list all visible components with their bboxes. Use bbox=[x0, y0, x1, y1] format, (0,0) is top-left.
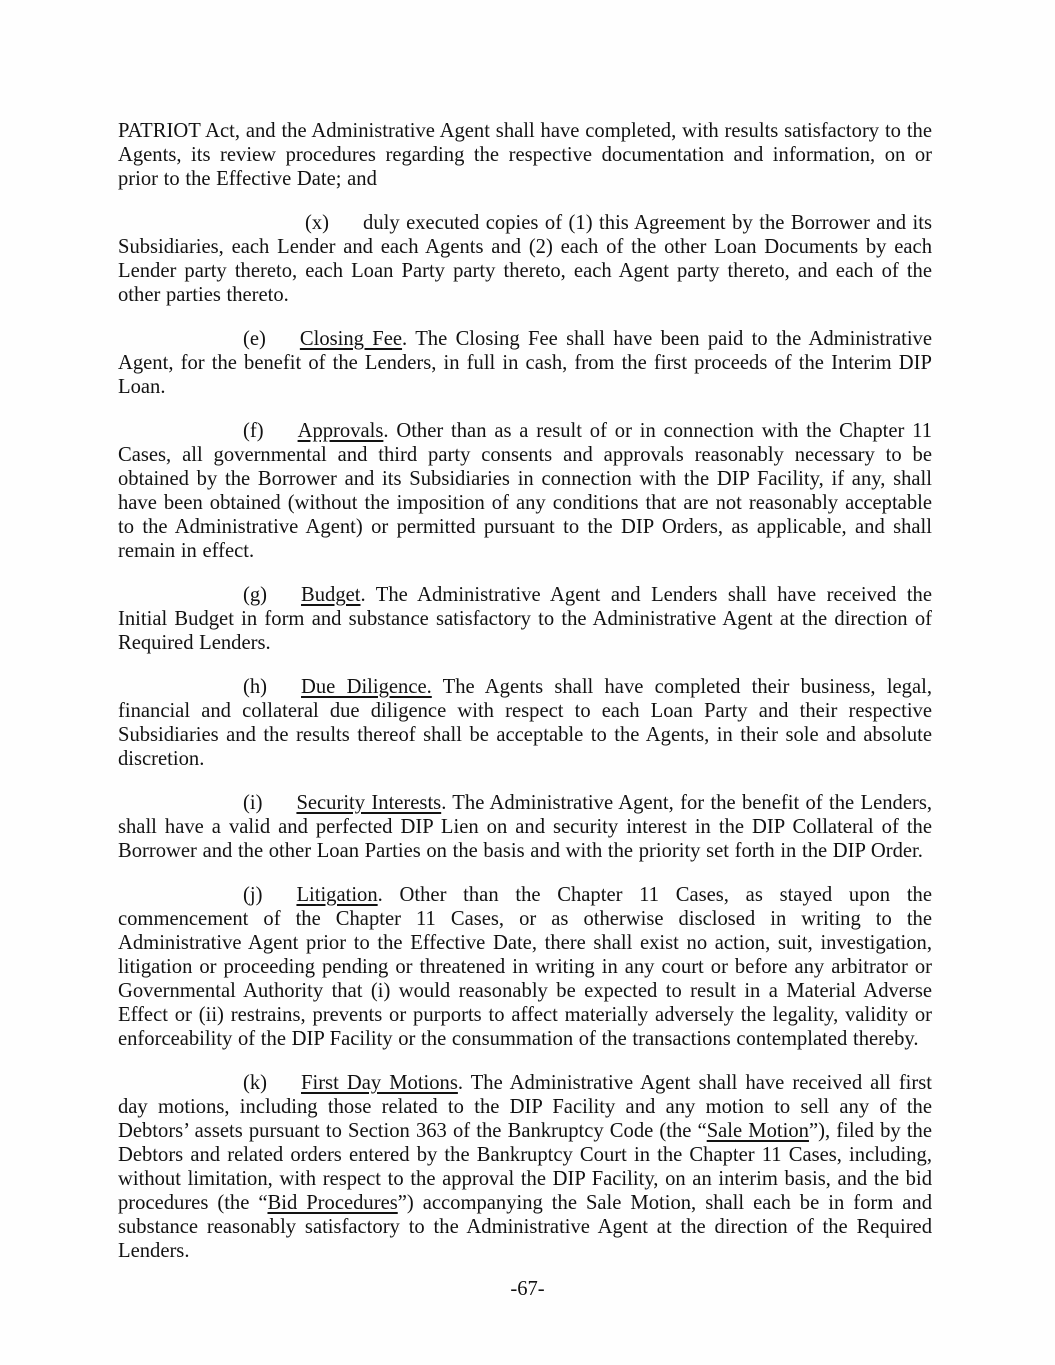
text-run: . The Closing Fee shall have been paid to the Administrative Agent, for the benefit of the Lenders, in full in cash, from the first proceeds of the Interim DIP Loan. bbox=[118, 328, 932, 398]
underlined-term: Closing Fee bbox=[299, 328, 403, 350]
paragraph-x bbox=[118, 211, 932, 307]
underlined-term: Due Diligence. bbox=[301, 676, 432, 698]
text-run: ”), filed by the Debtors and related orders entered by the Bankruptcy Court in the Chapter 11 Cases, including, without limitation, with respect to the approval the DIP Facility, on an interim basis, and the bid procedures (the “ bbox=[118, 1120, 932, 1214]
paragraph-continuation bbox=[118, 119, 932, 191]
text-run: . The Administrative Agent, for the benefit of the Lenders, shall have a valid and perfected DIP Lien on and security interest in the DIP Collateral of the Borrower and the other Loan Parties on the basis and with the priority set forth in the DIP Order. bbox=[118, 792, 932, 862]
tab-space bbox=[267, 583, 301, 607]
text-run: (k) bbox=[243, 1072, 268, 1094]
tab-space bbox=[267, 675, 301, 699]
paragraph-g-budget bbox=[118, 583, 932, 655]
text-run: (i) bbox=[243, 792, 263, 814]
page-number: -67- bbox=[510, 1278, 545, 1300]
text-run: The Agents shall have completed their business, legal, financial and collateral due diligence with respect to each Loan Party and their respective Subsidiaries and the results thereof shall be acceptable to the Agents, in their sole and absolute discretion. bbox=[118, 676, 932, 770]
paragraph-k-first-day-motions bbox=[118, 1071, 932, 1263]
text-run: (g) bbox=[243, 584, 268, 606]
underlined-term: Approvals bbox=[297, 420, 384, 442]
text-run: (j) bbox=[243, 884, 263, 906]
tab-space bbox=[266, 327, 300, 351]
tab-space bbox=[262, 883, 296, 907]
text-run: (e) bbox=[243, 328, 266, 350]
tab-space bbox=[262, 791, 296, 815]
text-run: (f) bbox=[243, 420, 264, 442]
paragraph-f-approvals bbox=[118, 419, 932, 563]
text-run: duly executed copies of (1) this Agreement by the Borrower and its Subsidiaries, each Lender and each Agents and (2) each of the other Loan Documents by each Lender party thereto, each Loan Party party thereto, each Agent party thereto, and each of the other parties thereto. bbox=[118, 212, 932, 306]
underlined-term: Sale Motion bbox=[706, 1120, 809, 1142]
paragraph-i-security-interests bbox=[118, 791, 932, 863]
underlined-term: First Day Motions bbox=[301, 1072, 458, 1094]
underlined-term: Budget bbox=[301, 584, 361, 606]
text-run: . Other than as a result of or in connection with the Chapter 11 Cases, all governmental and third party consents and approvals reasonably necessary to be obtained by the Borrower and its Subsidiaries in connection with the DIP Facility, if any, shall have been obtained (without the imposition of any conditions that are not reasonably acceptable to the Administrative Agent) or permitted pursuant to the DIP Orders, as applicable, and shall remain in effect. bbox=[118, 420, 932, 562]
tab-space bbox=[264, 419, 298, 443]
paragraph-j-litigation bbox=[118, 883, 932, 1051]
text-run: PATRIOT Act, and the Administrative Agent shall have completed, with results satisfactory to the Agents, its review procedures regarding the respective documentation and information, on or prior to the Effective Date; and bbox=[118, 120, 932, 190]
text-run: . Other than the Chapter 11 Cases, as stayed upon the commencement of the Chapter 11 Cases, or as otherwise disclosed in writing to the Administrative Agent prior to the Effective Date, there shall exist no action, suit, investigation, litigation or proceeding pending or threatened in writing in any court or before any arbitrator or Governmental Authority that (i) would reasonably be expected to result in a Material Adverse Effect or (ii) restrains, prevents or purports to affect materially adversely the legality, validity or enforceability of the DIP Facility or the consummation of the transactions contemplated thereby. bbox=[118, 884, 932, 1050]
text-run: (h) bbox=[243, 676, 268, 698]
paragraph-h-due-diligence bbox=[118, 675, 932, 771]
tab-space bbox=[329, 211, 363, 235]
document-body bbox=[118, 119, 932, 1283]
text-run: . The Administrative Agent and Lenders shall have received the Initial Budget in form and substance satisfactory to the Administrative Agent at the direction of Required Lenders. bbox=[118, 584, 932, 654]
underlined-term: Security Interests bbox=[296, 792, 442, 814]
underlined-term: Bid Procedures bbox=[267, 1192, 398, 1214]
text-run: . The Administrative Agent shall have received all first day motions, including those related to the DIP Facility and any motion to sell any of the Debtors’ assets pursuant to Section 363 of the Bankruptcy Code (the “ bbox=[118, 1072, 932, 1142]
text-run: ”) accompanying the Sale Motion, shall each be in form and substance reasonably satisfactory to the Administrative Agent at the direction of the Required Lenders. bbox=[118, 1192, 932, 1262]
underlined-term: Litigation bbox=[296, 884, 378, 906]
tab-space bbox=[267, 1071, 301, 1095]
paragraph-e-closing-fee bbox=[118, 327, 932, 399]
text-run: (x) bbox=[305, 212, 330, 234]
